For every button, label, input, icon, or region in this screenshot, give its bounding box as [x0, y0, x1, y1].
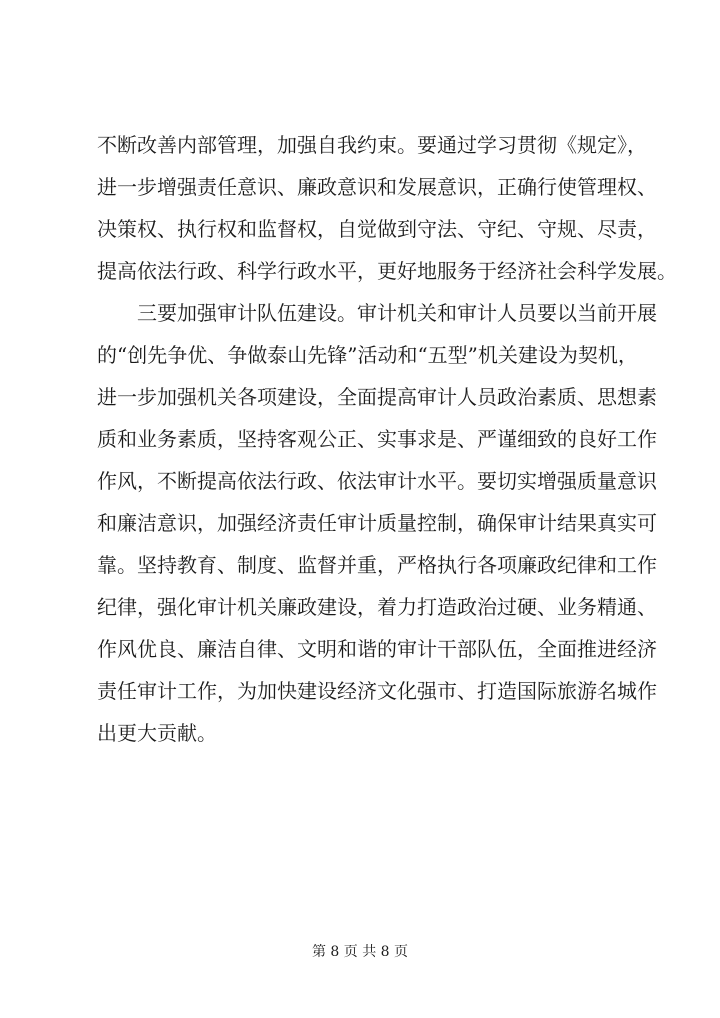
body-text-line: 作风，不断提高依法行政、依法审计水平。要切实增强质量意识 [97, 469, 657, 493]
page-number-footer: 第 8 页 共 8 页 [311, 944, 409, 960]
body-text-line: 决策权、执行权和监督权，自觉做到守法、守纪、守规、尽责， [97, 217, 657, 241]
body-text-line: 和廉洁意识，加强经济责任审计质量控制，确保审计结果真实可 [97, 511, 657, 535]
body-text-line: 进一步加强机关各项建设，全面提高审计人员政治素质、思想素 [97, 385, 657, 409]
body-text-line: 作风优良、廉洁自律、文明和谐的审计干部队伍，全面推进经济 [97, 637, 657, 661]
body-text-line: 靠。坚持教育、制度、监督并重，严格执行各项廉政纪律和工作 [97, 553, 657, 577]
body-text-line: 纪律，强化审计机关廉政建设，着力打造政治过硬、业务精通、 [97, 595, 657, 619]
body-text-line: 提高依法行政、科学行政水平，更好地服务于经济社会科学发展。 [97, 259, 677, 283]
body-text-line: 的“创先争优、争做泰山先锋”活动和“五型”机关建设为契机， [97, 343, 638, 367]
body-text-line: 进一步增强责任意识、廉政意识和发展意识，正确行使管理权、 [97, 175, 657, 199]
body-text-line: 出更大贡献。 [97, 721, 217, 745]
body-text-line: 不断改善内部管理，加强自我约束。要通过学习贯彻《规定》， [97, 133, 647, 157]
body-text-line: 质和业务素质，坚持客观公正、实事求是、严谨细致的良好工作 [97, 427, 657, 451]
body-text-line: 责任审计工作，为加快建设经济文化强市、打造国际旅游名城作 [97, 679, 657, 703]
paragraph-first-line: 三要加强审计队伍建设。审计机关和审计人员要以当前开展 [137, 301, 657, 325]
